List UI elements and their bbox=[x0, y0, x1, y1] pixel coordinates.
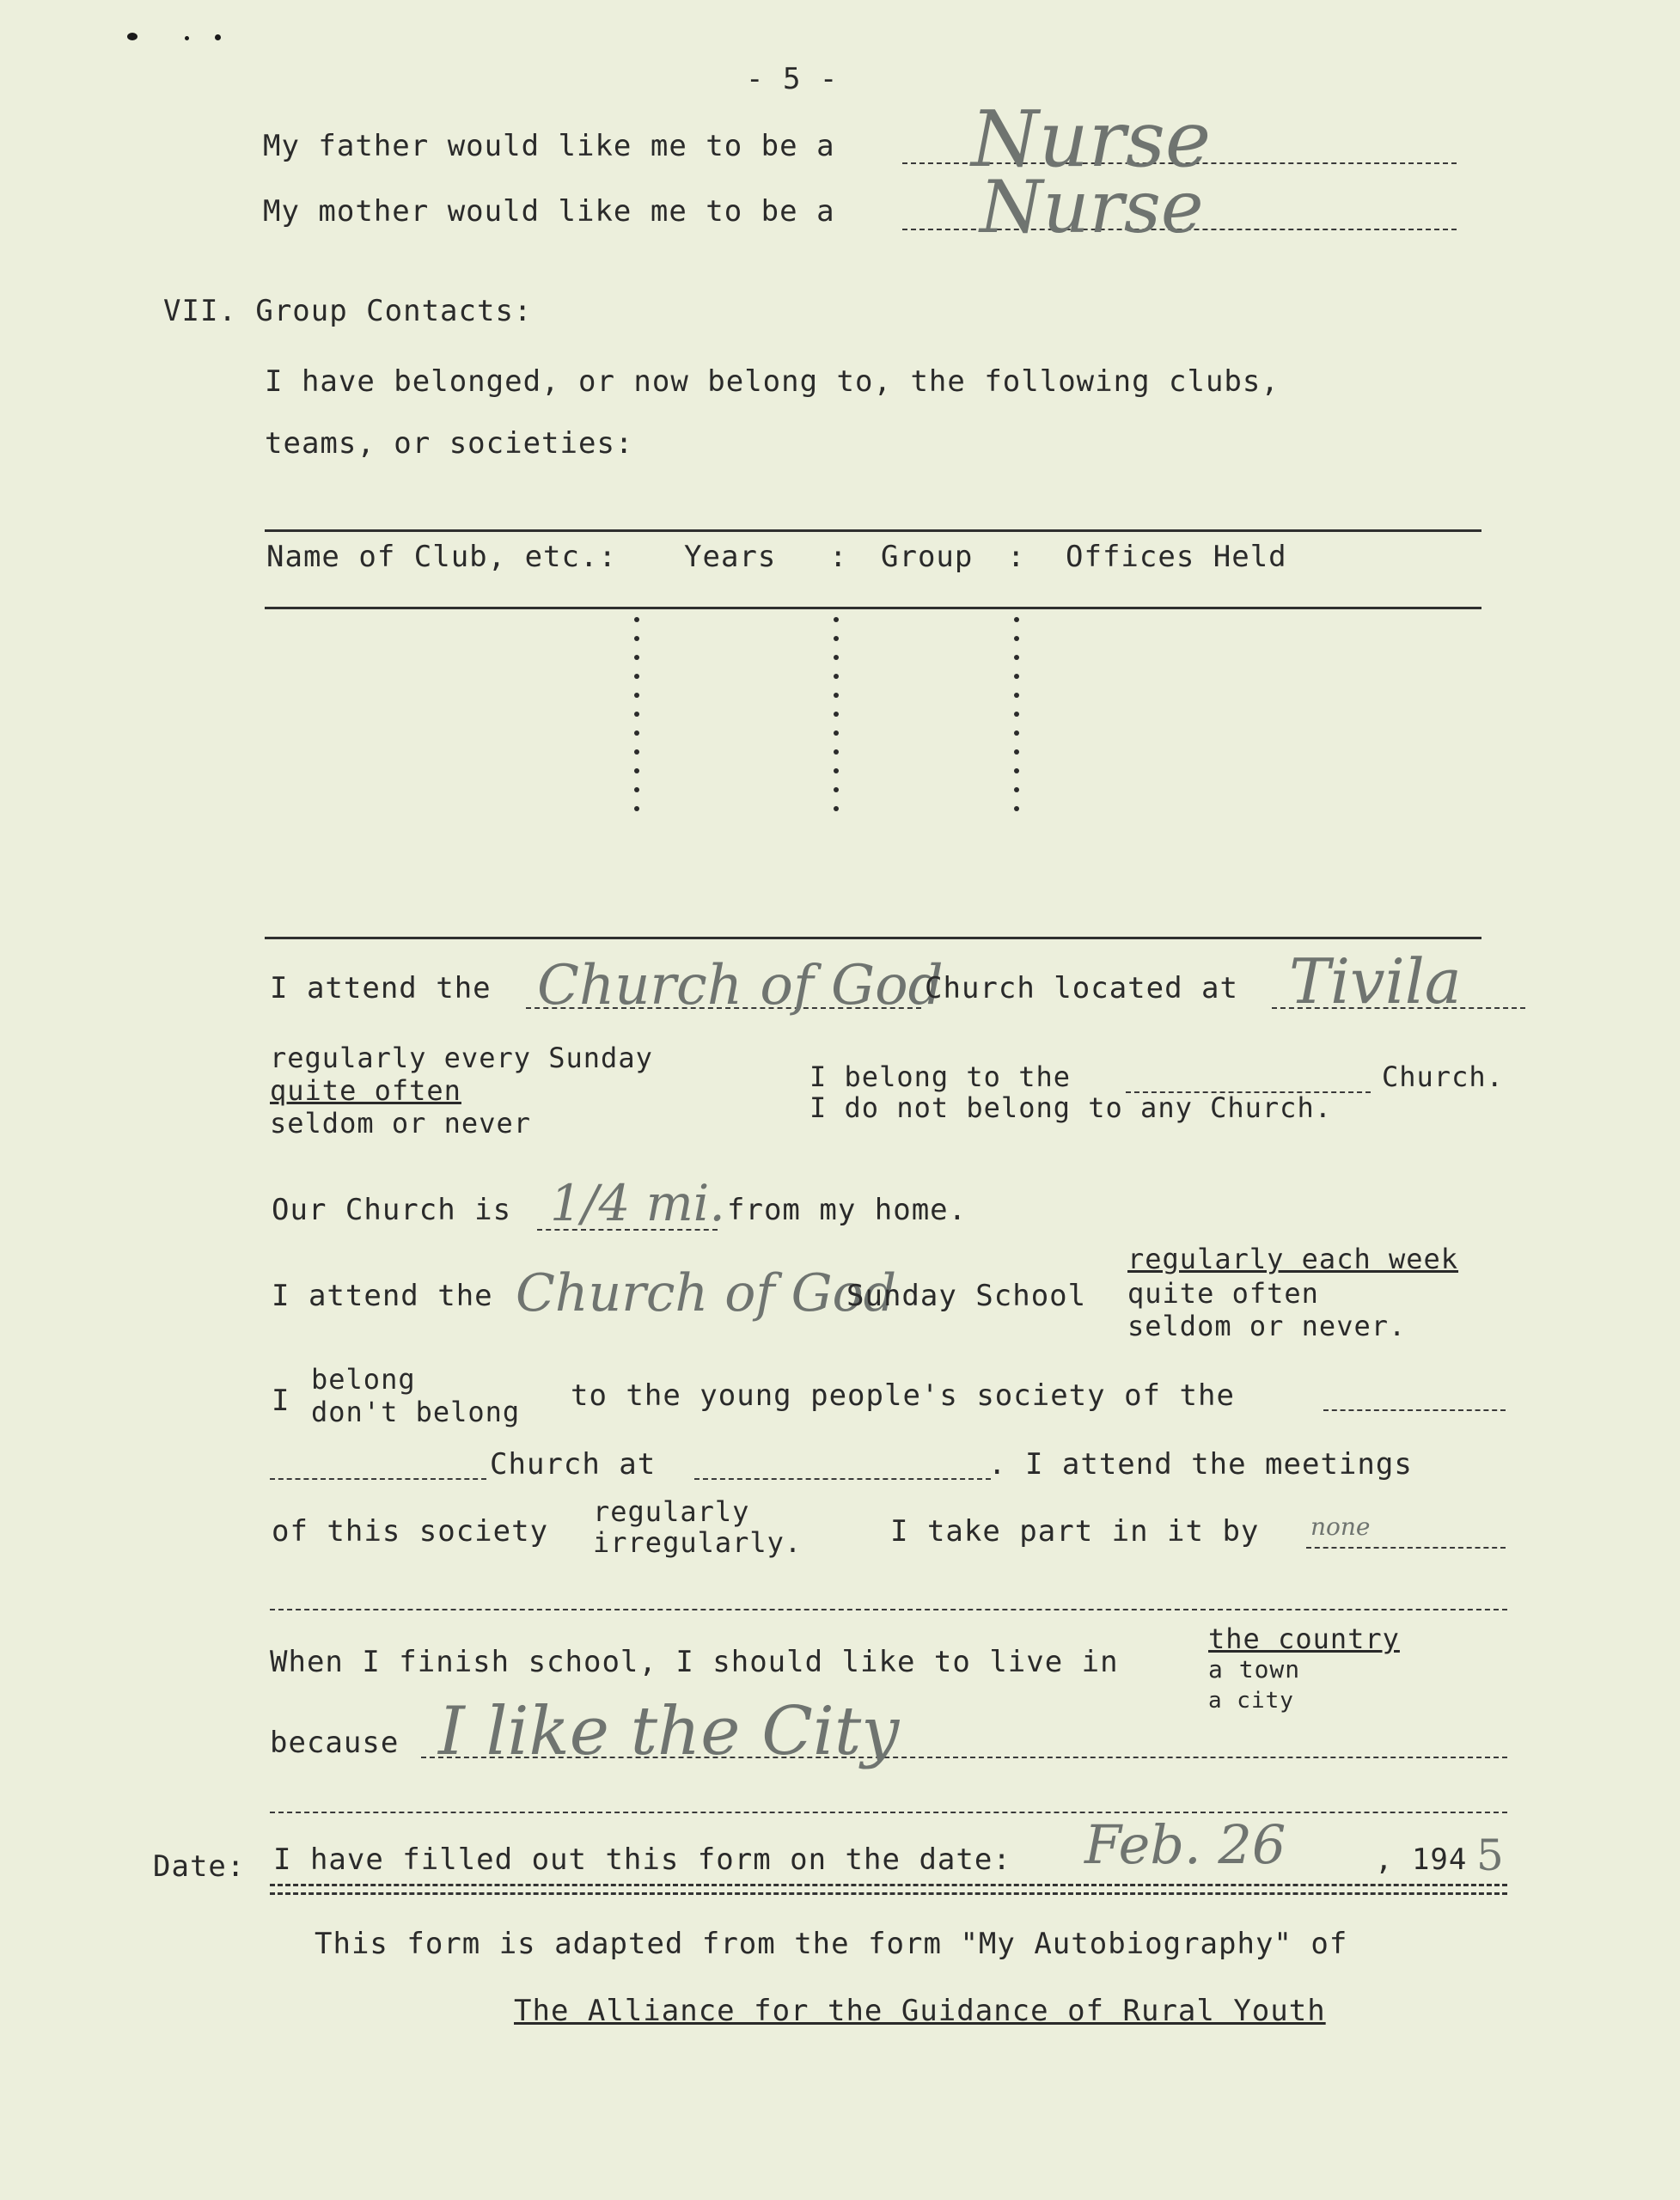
church-located-answer: Tivila bbox=[1289, 945, 1462, 1018]
church-frequency-selected: quite often bbox=[270, 1074, 461, 1107]
table-header-name: Name of Club, etc.: bbox=[266, 540, 617, 574]
distance-suffix: from my home. bbox=[727, 1193, 968, 1227]
table-header-offices: Offices Held bbox=[1066, 540, 1287, 574]
date-year-digit: 5 bbox=[1476, 1830, 1504, 1880]
mother-label: My mother would like me to be a bbox=[263, 194, 835, 229]
distance-prefix: Our Church is bbox=[272, 1193, 512, 1227]
ss-prefix: I attend the bbox=[272, 1279, 493, 1313]
church-frequency: regularly every Sunday bbox=[270, 1042, 653, 1074]
table-header-rule bbox=[265, 607, 1481, 609]
page-number: - 5 - bbox=[746, 62, 839, 96]
society-church-at: Church at bbox=[490, 1447, 657, 1482]
father-label: My father would like me to be a bbox=[263, 129, 835, 163]
table-top-rule bbox=[265, 529, 1481, 532]
date-text: I have filled out this form on the date: bbox=[273, 1842, 1011, 1877]
table-header-sep: : bbox=[829, 540, 848, 574]
church-located-label: Church located at bbox=[925, 971, 1238, 1005]
section-heading: VII. Group Contacts: bbox=[163, 294, 533, 328]
ss-frequency: seldom or never. bbox=[1127, 1310, 1407, 1342]
future-text: When I finish school, I should like to live in bbox=[270, 1645, 1119, 1679]
date-answer: Feb. 26 bbox=[1084, 1813, 1286, 1876]
ss-label: Sunday School bbox=[846, 1279, 1087, 1313]
future-option: a city bbox=[1208, 1688, 1294, 1714]
society-i: I bbox=[272, 1384, 290, 1418]
society-take-part: I take part in it by bbox=[890, 1514, 1260, 1549]
footer-organization: The Alliance for the Guidance of Rural Youth bbox=[514, 1994, 1326, 2028]
ss-frequency-selected: regularly each week bbox=[1127, 1243, 1459, 1275]
church-frequency: seldom or never bbox=[270, 1107, 531, 1140]
church-attend-answer: Church of God bbox=[537, 954, 944, 1018]
date-year-prefix: , 194 bbox=[1375, 1842, 1468, 1877]
future-option: a town bbox=[1208, 1655, 1301, 1684]
table-header-group: Group bbox=[881, 540, 974, 574]
answer-line bbox=[270, 1812, 1507, 1813]
footer-line: This form is adapted from the form "My Autobiography" of bbox=[315, 1927, 1348, 1961]
society-dont-belong: don't belong bbox=[311, 1396, 521, 1428]
church-belong: I belong to the bbox=[809, 1060, 1071, 1093]
column-divider bbox=[1014, 617, 1019, 825]
society-belong: belong bbox=[311, 1363, 416, 1396]
answer-line bbox=[270, 1609, 1507, 1610]
ink-mark bbox=[185, 36, 189, 40]
intro-text: teams, or societies: bbox=[265, 426, 634, 461]
answer-line bbox=[1323, 1409, 1506, 1411]
mother-answer: Nurse bbox=[980, 165, 1204, 249]
society-text: to the young people's society of the bbox=[571, 1378, 1235, 1413]
society-take-part-answer: none bbox=[1310, 1512, 1371, 1541]
table-header-sep: : bbox=[1007, 540, 1026, 574]
ink-mark bbox=[215, 34, 221, 40]
society-regularly: regularly bbox=[593, 1495, 750, 1528]
table-bottom-rule bbox=[265, 937, 1481, 939]
future-option-selected: the country bbox=[1208, 1622, 1400, 1655]
church-attend-prefix: I attend the bbox=[270, 971, 492, 1005]
answer-line bbox=[694, 1478, 991, 1480]
society-attend-meetings: . I attend the meetings bbox=[988, 1447, 1413, 1482]
column-divider bbox=[634, 617, 639, 825]
father-answer: Nurse bbox=[971, 95, 1212, 185]
because-answer: I like the City bbox=[438, 1693, 900, 1770]
society-of-this: of this society bbox=[272, 1514, 549, 1549]
table-header-years: Years bbox=[684, 540, 777, 574]
date-label: Date: bbox=[153, 1849, 246, 1884]
intro-text: I have belonged, or now belong to, the following clubs, bbox=[265, 364, 1280, 399]
because-label: because bbox=[270, 1726, 400, 1760]
church-not-belong: I do not belong to any Church. bbox=[809, 1091, 1332, 1124]
answer-line bbox=[270, 1478, 486, 1480]
date-rule bbox=[270, 1892, 1507, 1895]
church-belong-suffix: Church. bbox=[1382, 1060, 1504, 1093]
society-irregularly: irregularly. bbox=[593, 1526, 803, 1559]
distance-answer: 1/4 mi. bbox=[550, 1174, 725, 1232]
ink-mark bbox=[127, 33, 137, 40]
column-divider bbox=[834, 617, 839, 825]
ss-frequency: quite often bbox=[1127, 1277, 1319, 1310]
date-rule bbox=[270, 1884, 1507, 1886]
answer-line bbox=[1306, 1547, 1506, 1549]
ss-answer: Church of God bbox=[516, 1263, 897, 1323]
